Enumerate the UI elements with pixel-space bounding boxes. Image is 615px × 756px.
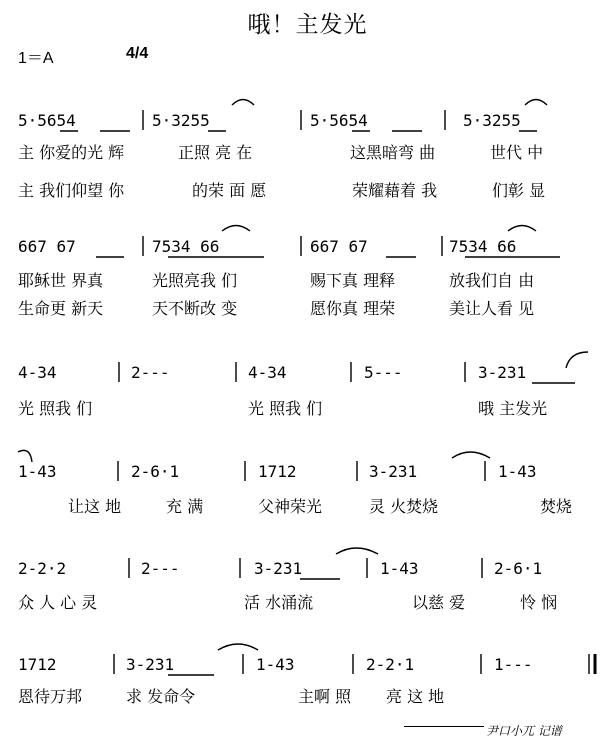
lyric-measure: 众 人 心 灵 [18,593,98,612]
lyric-measure: 求 发命令 [126,687,196,706]
lyric-measure: 这黑暗弯 曲 [350,143,436,162]
measure: 5·5654 [18,111,76,130]
lyric-measure: 灵 火焚烧 [369,497,439,516]
lyric-measure: 充 满 [166,497,204,516]
lyric-row [0,590,615,612]
measure: 1-43 [18,462,57,481]
lyric-measure: 怜 悯 [520,593,558,612]
lyric-measure: 活 水涌流 [244,593,314,612]
measure: 2-2·1 [366,655,415,674]
measure: 2--- [131,363,170,382]
measure: 667 67 [310,237,368,256]
lyric-row [0,494,615,516]
melody-row-5 [0,559,615,579]
measure: 3-231 [478,363,527,382]
measure: 5·3255 [152,111,210,130]
lyric-measure: 天不断改 变 [152,299,238,318]
melody-row-6 [0,655,615,675]
measure: 7534 66 [449,237,517,256]
key-signature: 1＝A [18,50,54,67]
measure: 3-231 [254,559,303,578]
measure: 2--- [141,559,180,578]
lyric-row [0,140,615,162]
measure: 7534 66 [152,237,220,256]
lyric-measure: 光照亮我 们 [152,271,238,290]
lyric-measure: 光 照我 们 [248,399,323,418]
lyric-measure: 世代 中 [490,143,544,162]
lyric-measure: 主 你爱的光 辉 [18,143,125,162]
lyric-measure: 赐下真 理释 [310,271,396,290]
measure: 667 67 [18,237,76,256]
lyric-measure: 愿你真 理荣 [310,299,396,318]
transcriber-signature: 尹口小兀 记谱 [486,724,562,738]
melody-row-4 [0,462,615,482]
lyric-measure: 主 我们仰望 你 [18,181,125,200]
lyric-measure: 放我们自 由 [449,271,535,290]
lyric-measure: 耶稣世 界真 [18,271,104,290]
lyric-measure: 美让人看 见 [449,299,535,318]
measure: 1-43 [380,559,419,578]
lyric-measure: 生命更 新天 [18,299,104,318]
lyric-measure: 主啊 照 [298,687,352,706]
lyric-measure: 以慈 爱 [412,593,466,612]
measure: 2-6·1 [131,462,180,481]
measure: 2-6·1 [494,559,543,578]
measure: 1712 [258,462,297,481]
lyric-measure: 荣耀藉着 我 [352,181,438,200]
measure: 5·3255 [463,111,521,130]
measure: 1--- [494,655,533,674]
signature-line [404,726,484,727]
time-signature: 4/4 [126,45,149,62]
lyric-measure: 父神荣光 [258,497,323,516]
lyric-row [0,178,615,200]
lyric-measure: 们彰 显 [492,181,546,200]
measure: 5--- [364,363,403,382]
lyric-measure: 光 照我 们 [18,399,93,418]
measure: 1-43 [256,655,295,674]
lyric-measure: 哦 主发光 [478,399,548,418]
measure: 2-2·2 [18,559,67,578]
lyric-row [0,396,615,418]
lyric-measure: 让这 地 [68,497,122,516]
measure: 3-231 [126,655,175,674]
lyric-row [0,684,615,706]
measure: 1-43 [498,462,537,481]
measure: 4-34 [18,363,57,382]
measure: 1712 [18,655,57,674]
melody-row-1 [0,111,615,131]
lyric-row [0,296,615,318]
melody-row-3 [0,363,615,383]
lyric-measure: 焚烧 [540,497,573,516]
lyric-measure: 正照 亮 在 [178,143,253,162]
measure: 3-231 [369,462,418,481]
lyric-measure: 亮 这 地 [386,687,445,706]
lyric-measure: 的荣 面 愿 [192,181,267,200]
lyric-measure: 恩待万邦 [18,687,83,706]
measure: 4-34 [248,363,287,382]
lyric-row [0,268,615,290]
song-title: 哦！主发光 [247,12,368,38]
melody-row-2 [0,237,615,257]
measure: 5·5654 [310,111,368,130]
